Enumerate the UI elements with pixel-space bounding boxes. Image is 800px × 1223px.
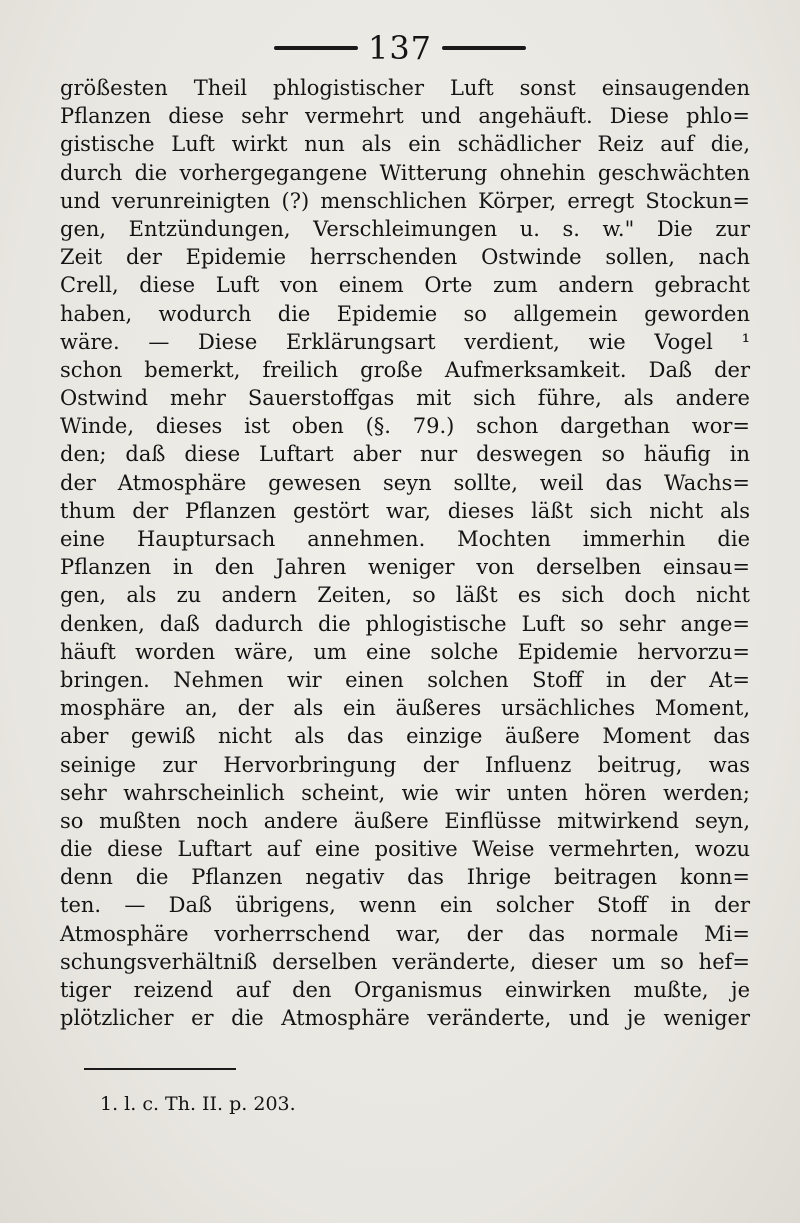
text-line: der Atmosphäre gewesen seyn sollte, weil das Wachs= xyxy=(60,470,750,495)
text-line: so mußten noch andere äußere Einflüsse mitwirkend seyn, xyxy=(60,808,750,833)
text-line: häuft worden wäre, um eine solche Epidemie hervorzu= xyxy=(60,639,750,664)
text-line: durch die vorhergegangene Witterung ohnehin geschwächten xyxy=(60,160,750,185)
body-text xyxy=(60,74,750,1032)
header-rule-left xyxy=(274,46,358,50)
text-line: denn die Pflanzen negativ das Ihrige beitragen konn= xyxy=(60,865,750,890)
header-rule-right xyxy=(442,46,526,50)
page-header xyxy=(0,28,800,68)
text-line: denken, daß dadurch die phlogistische Luft so sehr ange= xyxy=(60,611,750,636)
text-line: größesten Theil phlogistischer Luft sonst einsaugenden xyxy=(60,76,750,100)
text-line: Pflanzen in den Jahren weniger von derselben einsau= xyxy=(60,555,750,580)
text-line: schungsverhältniß derselben veränderte, dieser um so hef= xyxy=(60,949,750,974)
text-line: sehr wahrscheinlich scheint, wie wir unten hören werden; xyxy=(60,780,750,805)
text-line: gen, als zu andern Zeiten, so läßt es sich doch nicht xyxy=(60,583,750,608)
text-line: gistische Luft wirkt nun als ein schädlicher Reiz auf die, xyxy=(60,132,750,157)
text-line: eine Hauptursach annehmen. Mochten immerhin die xyxy=(60,527,750,551)
text-line: schon bemerkt, freilich große Aufmerksamkeit. Daß der xyxy=(60,357,750,382)
text-line: bringen. Nehmen wir einen solchen Stoff in der At= xyxy=(60,667,750,692)
text-line: seinige zur Hervorbringung der Influenz beitrug, was xyxy=(60,752,750,777)
text-line: ten. — Daß übrigens, wenn ein solcher Stoff in der xyxy=(60,893,750,918)
text-line: Crell, diese Luft von einem Orte zum andern gebracht xyxy=(60,273,750,298)
text-line: wäre. — Diese Erklärungsart verdient, wie Vogel ¹ xyxy=(60,329,750,354)
page-number: 137 xyxy=(367,29,433,67)
text-line: mosphäre an, der als ein äußeres ursächliches Moment, xyxy=(60,696,750,721)
text-line: gen, Entzündungen, Verschleimungen u. s. w." Die zur xyxy=(60,216,750,241)
text-line: Zeit der Epidemie herrschenden Ostwinde sollen, nach xyxy=(60,245,750,270)
text-line: aber gewiß nicht als das einzige äußere Moment das xyxy=(60,724,750,749)
text-line: Ostwind mehr Sauerstoffgas mit sich führe, als andere xyxy=(60,386,750,411)
text-line: Winde, dieses ist oben (§. 79.) schon dargethan wor= xyxy=(60,414,750,439)
text-line: Pflanzen diese sehr vermehrt und angehäuft. Diese phlo= xyxy=(60,104,750,129)
text-line: plötzlicher er die Atmosphäre veränderte, und je weniger xyxy=(60,1006,750,1031)
text-line: Atmosphäre vorherrschend war, der das normale Mi= xyxy=(60,921,750,946)
text-line: und verunreinigten (?) menschlichen Körper, erregt Stockun= xyxy=(60,188,750,213)
text-line: tiger reizend auf den Organismus einwirken mußte, je xyxy=(60,978,750,1002)
text-line: thum der Pflanzen gestört war, dieses läßt sich nicht als xyxy=(60,498,750,523)
text-line: die diese Luftart auf eine positive Weise vermehrten, wozu xyxy=(60,837,750,862)
footnote-rule xyxy=(84,1068,236,1070)
text-line: den; daß diese Luftart aber nur deswegen so häufig in xyxy=(60,442,750,467)
footnote: 1. l. c. Th. II. p. 203. xyxy=(100,1093,296,1115)
text-line: haben, wodurch die Epidemie so allgemein geworden xyxy=(60,301,750,326)
